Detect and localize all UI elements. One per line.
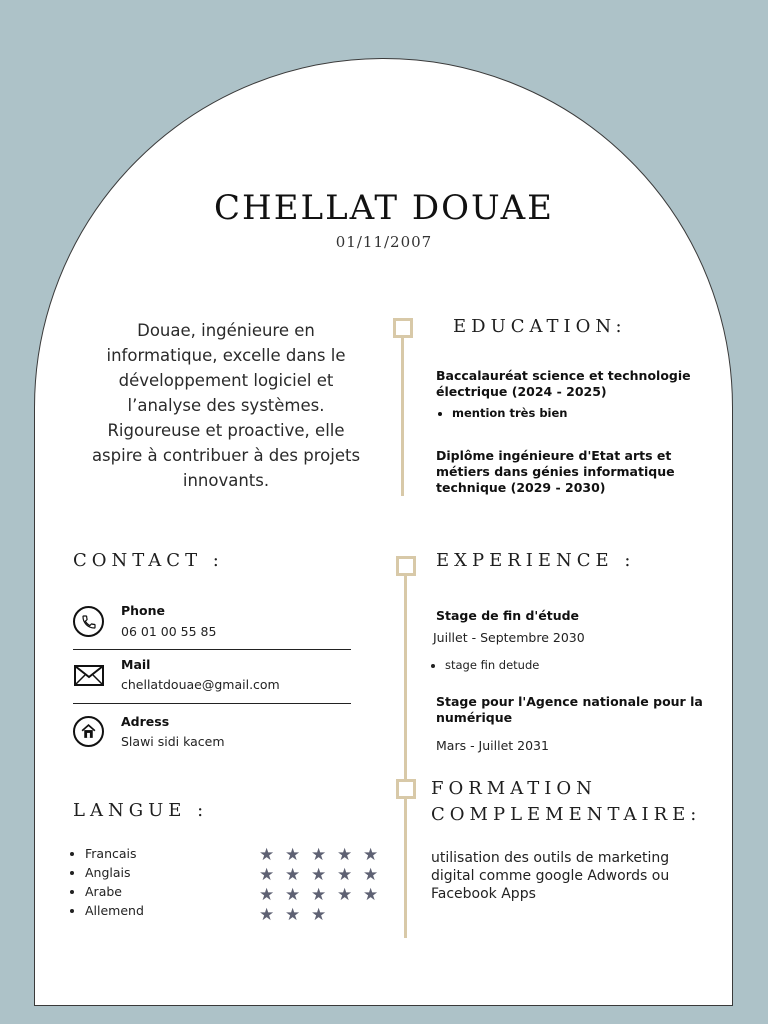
star-icon: ★ (363, 865, 379, 885)
education-title: EDUCATION: (453, 316, 627, 337)
star-icon: ★ (285, 865, 301, 885)
education-degree: Diplôme ingénieure d'Etat arts et métiers dans génies informatique technique (2029 - 2030) (436, 448, 675, 495)
language-list (69, 844, 144, 920)
experience-dates: Juillet - Septembre 2030 (433, 630, 585, 645)
person-name: CHELLAT DOUAE (214, 188, 554, 228)
experience-bullets (429, 656, 539, 675)
timeline-line (401, 334, 404, 496)
list-item: • mention très bien (452, 404, 706, 423)
education-degree: Baccalauréat science et technologie électrique (2024 - 2025) (436, 368, 691, 399)
language-name: • Arabe (85, 882, 144, 901)
star-icon: ★ (363, 885, 379, 905)
language-ratings (259, 845, 389, 925)
language-name: • Allemend (85, 901, 144, 920)
language-name: • Anglais (85, 863, 144, 882)
star-icon: ★ (337, 885, 353, 905)
star-icon: ★ (311, 865, 327, 885)
education-item (436, 448, 686, 496)
formation-title-line: COMPLEMENTAIRE: (431, 804, 702, 825)
timeline-marker (393, 318, 413, 338)
experience-role: Stage pour l'Agence nationale pour la numérique (436, 694, 703, 725)
experience-dates: Mars - Juillet 2031 (436, 738, 549, 753)
star-rating (259, 905, 389, 925)
star-icon: ★ (363, 845, 379, 865)
timeline-marker (396, 556, 416, 576)
experience-title: EXPERIENCE : (436, 550, 636, 571)
contact-label: Mail (121, 657, 151, 672)
contact-value: Slawi sidi kacem (121, 734, 225, 749)
contact-value: chellatdouae@gmail.com (121, 677, 280, 692)
phone-icon (73, 606, 104, 637)
formation-title (431, 776, 701, 828)
star-rating (259, 845, 389, 865)
divider (73, 649, 351, 650)
star-icon: ★ (311, 845, 327, 865)
star-rating (259, 885, 389, 905)
star-icon: ★ (285, 905, 301, 925)
star-icon: ★ (285, 845, 301, 865)
contact-value: 06 01 00 55 85 (121, 624, 217, 639)
star-icon: ★ (311, 905, 327, 925)
star-icon: ★ (259, 845, 275, 865)
education-bullets (436, 404, 706, 423)
star-icon: ★ (337, 865, 353, 885)
star-icon: ★ (311, 885, 327, 905)
home-icon (73, 716, 104, 747)
star-icon: ★ (337, 845, 353, 865)
divider (73, 703, 351, 704)
star-icon: ★ (259, 865, 275, 885)
langue-title: LANGUE : (73, 800, 209, 821)
formation-title-line: FORMATION (431, 778, 597, 799)
mail-icon (73, 663, 105, 689)
education-item (436, 368, 706, 423)
timeline-line (404, 572, 407, 938)
language-name: • Francais (85, 844, 144, 863)
birth-date: 01/11/2007 (335, 233, 433, 251)
timeline-marker (396, 779, 416, 799)
list-item: • stage fin detude (445, 656, 539, 675)
contact-label: Phone (121, 603, 166, 618)
star-icon: ★ (259, 885, 275, 905)
experience-role: Stage de fin d'étude (436, 608, 580, 623)
contact-label: Adress (121, 714, 170, 729)
profile-summary: Douae, ingénieure en informatique, excelle dans le développement logiciel et l’analyse des systèmes. Rigoureuse et proactive, elle aspire à contribuer à des projets innovants. (91, 321, 361, 490)
star-icon: ★ (285, 885, 301, 905)
contact-title: CONTACT : (73, 550, 224, 571)
formation-text: utilisation des outils de marketing digital comme google Adwords ou Facebook Apps (431, 850, 670, 902)
star-icon: ★ (259, 905, 275, 925)
star-rating (259, 865, 389, 885)
